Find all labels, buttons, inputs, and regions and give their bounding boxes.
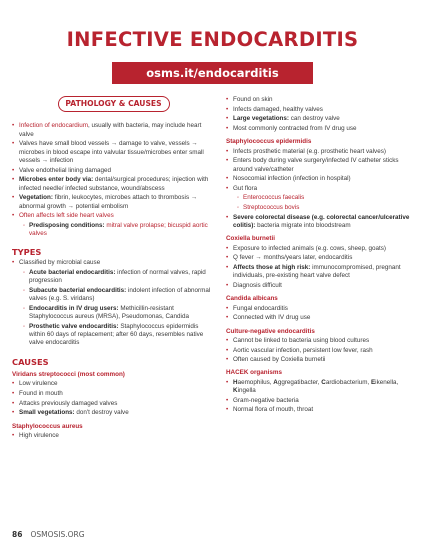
coxiella-list [226,245,416,291]
url-banner[interactable]: osms.it/endocarditis [112,62,313,84]
list-item: • Affects those at high risk: immunocompromised, pregnant individuals, pre-existing heart valve defect [226,264,416,281]
list-item: • Found in mouth [12,390,215,398]
list-item: • Attacks previously damaged valves [12,400,215,408]
page-title: INFECTIVE ENDOCARDITIS [66,28,359,51]
viridans-list [12,380,215,417]
list-item: • Infection of endocardium, usually with bacteria, may include heart valve [12,122,215,139]
saureus-list [12,432,215,440]
left-column [12,96,215,441]
list-item: • Often caused by Coxiella burnetii [226,356,416,364]
list-item: ◦ Predisposing conditions: mitral valve prolapse; bicuspid aortic valves [23,222,215,239]
list-item: • Microbes enter body via: dental/surgical procedures; injection with infected needle/ infected substance, wound/abscess [12,176,215,193]
list-item: • Gut flora ◦ Enterococcus faecalis ◦ Streptococcus bovis [226,185,416,212]
list-item: • Diagnosis difficult [226,282,416,290]
types-heading: TYPES [12,247,42,258]
viridans-heading: Viridans streptococci (most common) [12,370,125,378]
culture-negative-list [226,337,416,365]
candida-heading: Candida albicans [226,295,278,303]
hacek-heading: HACEK organisms [226,369,282,377]
list-item: ◦ Enterococcus faecalis [237,194,416,202]
causes-heading: CAUSES [12,356,49,367]
list-item: • Connected with IV drug use [226,314,416,322]
list-item: • Severe colorectal disease (e.g. colorectal cancer/ulcerative colitis): bacteria migrate into bloodstream [226,214,416,231]
saureus-heading: Staphylococcus aureus [12,422,83,430]
candida-list [226,305,416,323]
list-item: • Vegetation: fibrin, leukocytes, microbes attach to thrombosis → abnormal growth → potential embolism [12,194,215,211]
types-list [12,259,215,347]
coxiella-heading: Coxiella burnetii [226,235,275,243]
list-item: • Enters body during valve surgery/infected IV catheter sticks around valve/catheter [226,157,416,174]
list-item: • Found on skin [226,96,416,104]
list-item: ◦ Prosthetic valve endocarditis: Staphylococcus epidermidis within 60 days of replacement; after 60 days, resembles native valve endocarditis [23,323,215,348]
right-column [226,96,416,416]
list-item: • Aortic vascular infection, persistent low fever, rash [226,347,416,355]
list-item: • Small vegetations: don't destroy valve [12,409,215,417]
list-item: • Q fever → months/years later, endocarditis [226,254,416,262]
pathology-list [12,122,215,238]
list-item: • Large vegetations: can destroy valve [226,115,416,123]
list-item: • Nosocomial infection (infection in hospital) [226,175,416,183]
list-item: • Haemophilus, Aggregatibacter, Cardiobacterium, Eikenella, Kingella [226,379,416,396]
page-number: 86 [12,530,23,539]
pathology-causes-heading: PATHOLOGY & CAUSES [58,96,170,112]
culture-negative-heading: Culture-negative endocarditis [226,327,315,335]
footer [12,530,85,539]
list-item: • Exposure to infected animals (e.g. cows, sheep, goats) [226,245,416,253]
sepi-heading: Staphylococcus epidermidis [226,138,312,146]
list-item: • High virulence [12,432,215,440]
list-item: • Infects prosthetic material (e.g. prosthetic heart valves) [226,148,416,156]
list-item: • Infects damaged, healthy valves [226,106,416,114]
list-item: ◦ Streptococcus bovis [237,204,416,212]
list-item: ◦ Endocarditis in IV drug users: Methicillin-resistant Staphylococcus aureus (MRSA), Pseudomonas, Candida [23,305,215,322]
list-item: • Low virulence [12,380,215,388]
site-name[interactable]: OSMOSIS.ORG [30,530,85,539]
list-item: • Classified by microbial cause ◦ Acute bacterial endocarditis: infection of normal valves, rapid progression ◦ Subacute bacterial endocarditis: indolent infection of abnormal valves (e.g. S. viridans) ◦ Endocarditis in IV drug users: Methicillin-resistant Staphylococcus aureus (MRSA), Pseudomonas, Candida ◦ Prosthetic valve endocarditis: Staphylococcus epidermidis within 60 days of replacement; after 60 days, resembles native valve endocarditis [12,259,215,347]
list-item: • Cannot be linked to bacteria using blood cultures [226,337,416,345]
list-item: ◦ Acute bacterial endocarditis: infection of normal valves, rapid progression [23,269,215,286]
sepi-list [226,148,416,231]
list-item: ◦ Subacute bacterial endocarditis: indolent infection of abnormal valves (e.g. S. viridans) [23,287,215,304]
hacek-list [226,379,416,415]
list-item: • Fungal endocarditis [226,305,416,313]
saureus-cont-list [226,96,416,133]
list-item: • Normal flora of mouth, throat [226,406,416,414]
list-item: • Most commonly contracted from IV drug use [226,125,416,133]
list-item: • Gram-negative bacteria [226,397,416,405]
list-item: • Valves have small blood vessels → damage to valve, vessels → microbes in blood escape into valvular tissue/microbes enter small vessels → infection [12,140,215,165]
list-item: • Valve endothelial lining damaged [12,167,215,175]
list-item: • Often affects left side heart valves ◦ Predisposing conditions: mitral valve prolapse; bicuspid aortic valves [12,212,215,238]
